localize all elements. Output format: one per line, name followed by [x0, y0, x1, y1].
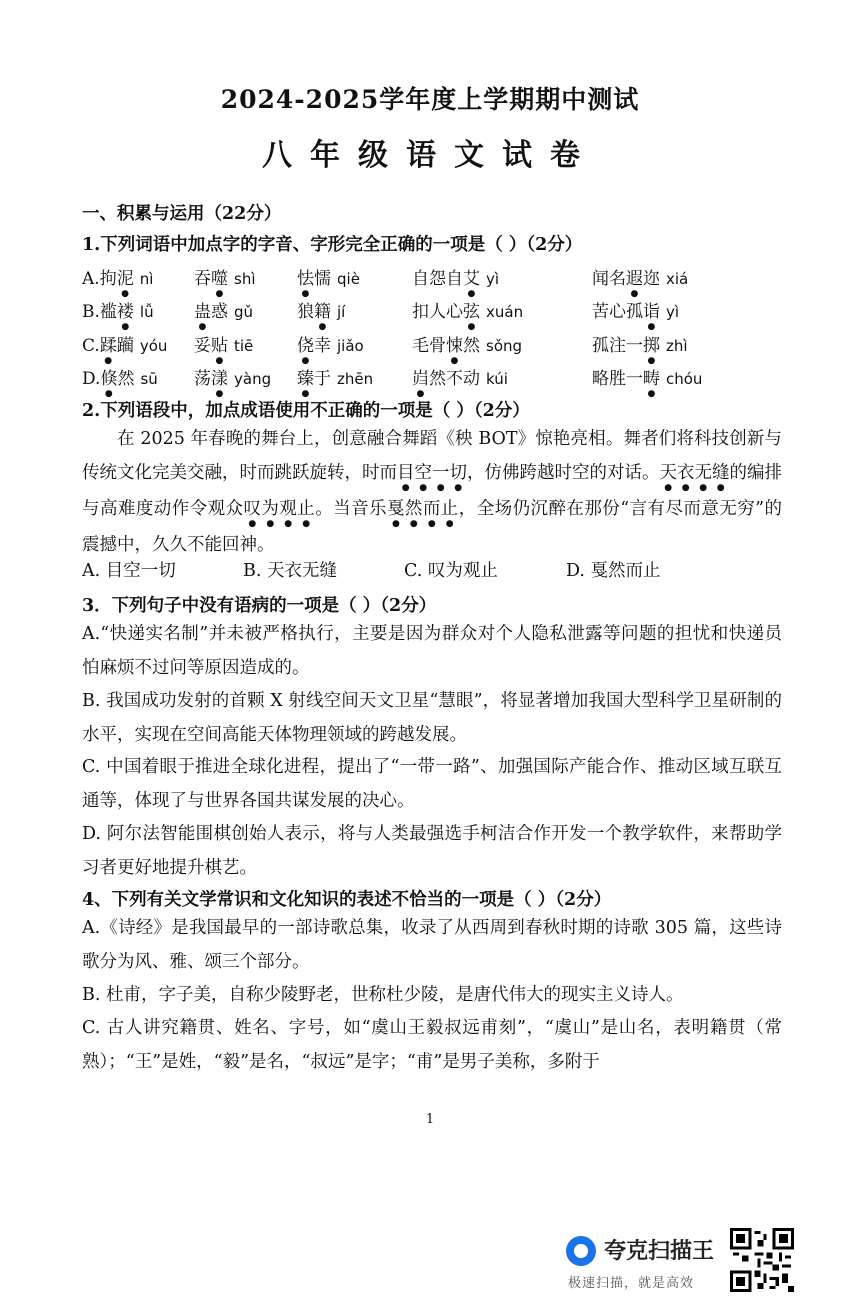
q3-option-c: C. 中国着眼于推进全球化进程，提出了“一带一路”、加强国际产能合作、推动区域互联互通等，体现了与世界各国共谋发展的决心。 [82, 757, 782, 811]
q1-word [297, 364, 373, 399]
q1-word [82, 331, 167, 366]
passage-text: 在 2025 年春晚的舞台上，创意融合舞蹈《秧 BOT》惊艳亮相。舞者们将科技创新与传统文化完美交融，时而跳跃旋转，时而 [82, 429, 782, 483]
q1-stem: 1.下列词语中加点字的字音、字形完全正确的一项是（ ）（2分） [82, 235, 583, 255]
q4-option-a: A.《诗经》是我国最早的一部诗歌总集，收录了从西周到春秋时期的诗歌 305 篇，这些诗歌分为风、雅、颂三个部分。 [82, 918, 782, 972]
q3-option-a: A.“快递实名制”并未被严格执行，主要是因为群众对个人隐私泄露等问题的担忧和快递员怕麻烦不过问等原因造成的。 [82, 624, 782, 678]
dotted-char: 贴 [211, 336, 228, 356]
q3-stem: 3．下列句子中没有语病的一项是（ ）（2分） [82, 596, 437, 616]
q1-word [194, 331, 253, 366]
word-part: 幸 [314, 336, 331, 356]
q4-stem: 4、下列有关文学常识和文化知识的表述不恰当的一项是（ ）（2分） [82, 890, 612, 910]
q4-option-b: B. 杜甫，字子美，自称少陵野老，世称杜少陵，是唐代伟大的现实主义诗人。 [82, 985, 684, 1005]
q1-word [194, 297, 253, 332]
word-part: 毛骨 [412, 336, 446, 356]
q1-word [592, 297, 679, 332]
word-part: 拘 [99, 269, 117, 289]
pinyin: kúi [486, 370, 508, 388]
word-part: 妥 [194, 336, 211, 356]
dotted-char: 艾 [463, 269, 480, 289]
word-part: 懦 [314, 269, 331, 289]
pinyin: chóu [666, 370, 703, 388]
dotted-char: 漾 [211, 369, 228, 389]
pinyin: sū [140, 370, 158, 388]
idiom-d: 戛然而止 [386, 498, 459, 519]
q2-option-c: C. 叹为观止 [404, 561, 498, 581]
q1-word [412, 364, 508, 399]
pinyin: zhēn [337, 370, 374, 388]
q1-word [412, 264, 499, 299]
dotted-char: 岿 [412, 369, 429, 389]
q2-passage [82, 423, 782, 562]
pinyin: gǔ [234, 303, 254, 321]
scanner-watermark [566, 1234, 726, 1296]
dotted-char: 弦 [463, 302, 480, 322]
pinyin: yì [666, 303, 680, 321]
qr-code-icon [730, 1228, 794, 1292]
pinyin: xiá [666, 270, 689, 288]
word-part: 褴 [99, 302, 117, 322]
option-label: C. [82, 336, 100, 356]
dotted-char: 倏 [100, 369, 118, 389]
word-part: 然 [463, 336, 480, 356]
idiom-b: 天衣无缝 [659, 462, 730, 483]
option-label: D. [82, 369, 101, 389]
dotted-char: 遐 [626, 269, 643, 289]
q4-option-c: C. 古人讲究籍贯、姓名、字号，如“虞山王毅叔远甫刻”，“虞山”是山名，表明籍贯（常熟）；“王”是姓，“毅”是名，“叔远”是字；“甫”是男子美称，多附于 [82, 1018, 782, 1072]
q1-word [82, 364, 158, 399]
passage-text: 的编排与高难度动作令观众 [82, 462, 782, 519]
q1-word [297, 297, 345, 332]
pinyin: yì [486, 270, 500, 288]
pinyin: nì [139, 270, 154, 288]
word-part: 惑 [211, 302, 228, 322]
page-number: 1 [425, 1112, 435, 1127]
word-part: 自怨自 [412, 269, 463, 289]
q1-word [592, 264, 688, 299]
dotted-char: 侥 [297, 336, 314, 356]
dotted-char: 褛 [116, 302, 134, 322]
dotted-char: 掷 [643, 336, 660, 356]
passage-text: ，仿佛跨越时空的对话。 [467, 462, 660, 483]
dotted-char: 畴 [643, 369, 660, 389]
dotted-char: 噬 [211, 269, 228, 289]
dotted-char: 诣 [643, 302, 660, 322]
pinyin: yàng [234, 370, 272, 388]
pinyin: jiǎo [337, 337, 364, 355]
pinyin: xuán [486, 303, 524, 321]
q1-word [412, 297, 523, 332]
word-part: 然不动 [429, 369, 480, 389]
q3-option-b: B. 我国成功发射的首颗 X 射线空间天文卫星“慧眼”，将显著增加我国大型科学卫星研制的水平，实现在空间高能天体物理领域的跨越发展。 [82, 691, 782, 745]
word-part: 荡 [194, 369, 211, 389]
word-part: 于 [314, 369, 331, 389]
passage-text: 。当音乐 [315, 498, 387, 519]
dotted-char: 蹂 [99, 336, 117, 356]
q2-option-b: B. 天衣无缝 [243, 561, 337, 581]
q3-option-d: D. 阿尔法智能围棋创始人表示，将与人类最强选手柯洁合作开发一个教学软件，来帮助学习者更好地提升棋艺。 [82, 824, 782, 878]
dotted-char: 怯 [297, 269, 314, 289]
q1-word [592, 331, 688, 366]
pinyin: jí [337, 303, 346, 321]
q1-word [592, 364, 702, 399]
q2-option-d: D. 戛然而止 [566, 561, 661, 581]
exam-subtitle: 八年级语文试卷 [262, 138, 598, 173]
pinyin: sǒng [486, 337, 523, 355]
pinyin: tiē [234, 337, 254, 355]
dotted-char: 悚 [446, 336, 463, 356]
word-part: 孤注一 [592, 336, 643, 356]
word-part: 闻名 [592, 269, 626, 289]
scanner-logo-icon [566, 1236, 596, 1266]
idiom-a: 目空一切 [397, 462, 467, 483]
q1-word [82, 297, 154, 332]
option-label: A. [82, 269, 100, 289]
q1-word [194, 364, 271, 399]
scanner-slogan: 极速扫描，就是高效 [568, 1276, 695, 1291]
passage-text: ，全场仍沉醉在那份“言有尽而意无穷”的震撼中，久久不能回神。 [82, 498, 783, 555]
section-title: 一、积累与运用（22分） [82, 204, 282, 224]
word-part: 然 [117, 369, 135, 389]
q1-word [194, 264, 256, 299]
exam-title: 2024-2025学年度上学期期中测试 [220, 85, 640, 114]
pinyin: lǚ [139, 303, 154, 321]
dotted-char: 臻 [297, 369, 314, 389]
pinyin: yóu [139, 337, 168, 355]
word-part: 狼 [297, 302, 314, 322]
pinyin: qiè [337, 270, 360, 288]
word-part: 苦心孤 [592, 302, 643, 322]
q1-word [297, 264, 360, 299]
dotted-char: 泥 [116, 269, 134, 289]
idiom-c: 叹为观止 [243, 498, 316, 519]
word-part: 略胜一 [592, 369, 643, 389]
dotted-char: 蛊 [194, 302, 211, 322]
q1-word [412, 331, 522, 366]
pinyin: zhì [666, 337, 688, 355]
word-part: 躏 [116, 336, 134, 356]
word-part: 吞 [194, 269, 211, 289]
q2-option-a: A. 目空一切 [82, 561, 176, 581]
q1-word [82, 264, 153, 299]
word-part: 迩 [643, 269, 660, 289]
scanner-brand-name: 夸克扫描王 [604, 1239, 715, 1264]
pinyin: shì [234, 270, 256, 288]
q1-word [297, 331, 364, 366]
dotted-char: 籍 [314, 302, 331, 322]
word-part: 扣人心 [412, 302, 463, 322]
option-label: B. [82, 302, 100, 322]
q2-stem: 2.下列语段中，加点成语使用不正确的一项是（ ）（2分） [82, 401, 530, 421]
